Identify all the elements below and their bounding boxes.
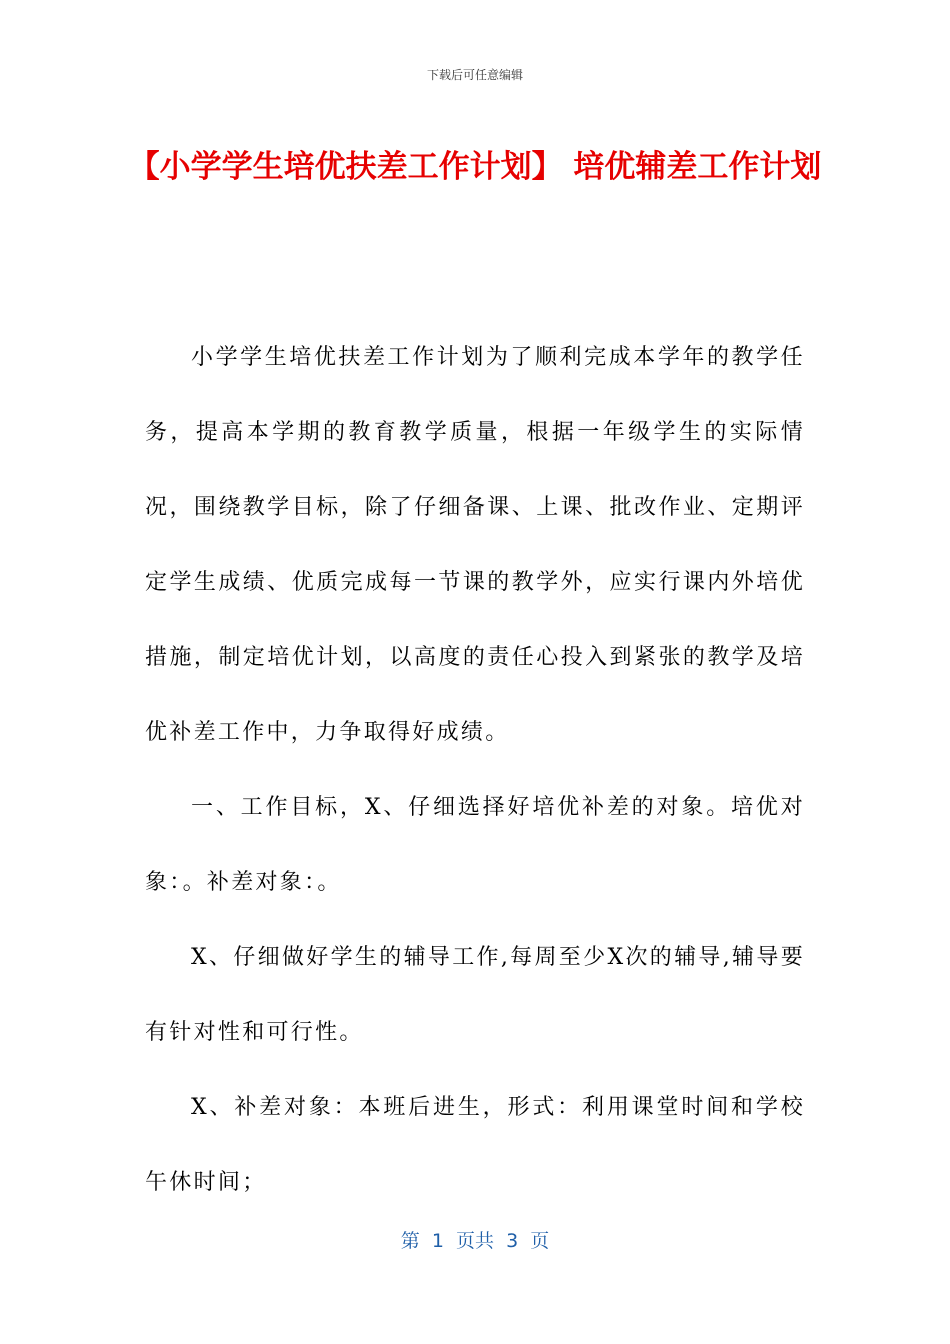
paragraph-tutoring: X、仔细做好学生的辅导工作,每周至少X次的辅导,辅导要有针对性和可行性。 (145, 945, 805, 1045)
paragraph-goal: 一、工作目标，X、仔细选择好培优补差的对象。培优对象：。补差对象：。 (145, 795, 805, 895)
paragraph-remedial: X、补差对象：本班后进生，形式：利用课堂时间和学校午休时间； (145, 1095, 805, 1195)
page-number: 第 1 页共 3 页 (400, 1230, 550, 1252)
header-note: 下载后可任意编辑 (426, 68, 523, 82)
document-title: 【小学学生培优扶差工作计划】 培优辅差工作计划 (128, 149, 822, 185)
document-body (145, 320, 805, 1220)
paragraph-intro: 小学学生培优扶差工作计划为了顺利完成本学年的教学任务，提高本学期的教育教学质量，根据一年级学生的实际情况，围绕教学目标，除了仔细备课、上课、批改作业、定期评定学生成绩、优质完成每一节课的教学外，应实行课内外培优措施，制定培优计划，以高度的责任心投入到紧张的教学及培优补差工作中，力争取得好成绩。 (145, 345, 805, 745)
